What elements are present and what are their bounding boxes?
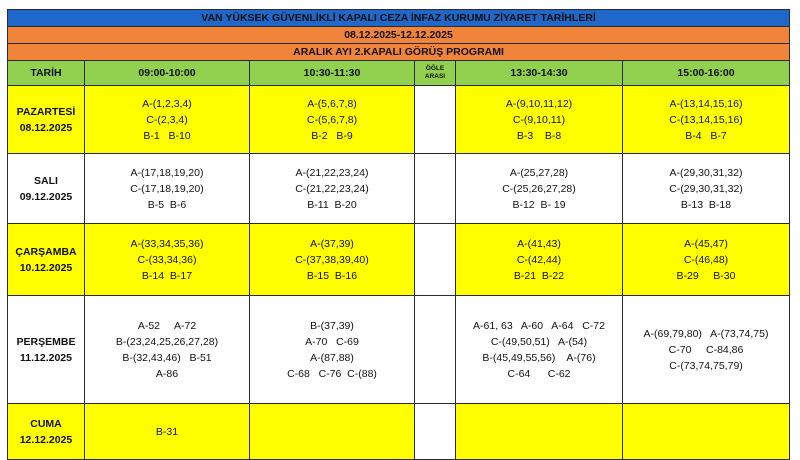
lunch-break-cell [415, 224, 456, 296]
schedule-row [8, 224, 790, 296]
header-slot-2: 10:30-11:30 [250, 61, 415, 86]
visit-group-line: B-12 B- 19 [512, 198, 566, 211]
visit-group-line: A-(13,14,15,16) [669, 97, 743, 110]
schedule-row [8, 296, 790, 404]
visit-slot-cell-slot3 [456, 296, 623, 404]
visit-group-line: C-(2,3,4) [146, 113, 188, 126]
visit-slot-cell-slot1 [85, 86, 250, 154]
day-date: 10.12.2025 [19, 261, 73, 274]
day-date: 08.12.2025 [19, 121, 73, 134]
schedule-row [8, 86, 790, 154]
visit-group-line: C-(49,50,51) A-(54) [490, 335, 588, 348]
visit-group-line: A-(69,79,80) A-(73,74,75) [643, 327, 769, 340]
program-title: ARALIK AYI 2.KAPALI GÖRÜŞ PROGRAMI [8, 44, 790, 61]
visit-group-line: A-(29,30,31,32) [669, 166, 743, 179]
visit-group-line: A-(45,47) [684, 237, 728, 250]
visit-group-line: B-(32,43,46) B-51 [122, 351, 212, 364]
visit-slot-cell-slot4 [623, 224, 790, 296]
visit-slot-cell-slot2 [250, 296, 415, 404]
visit-group-line: C-(46,48) [683, 253, 729, 266]
visit-slot-cell-slot2 [250, 154, 415, 224]
visit-group-line: C-(5,6,7,8) [306, 113, 358, 126]
visit-group-line: B-4 B-7 [685, 129, 727, 142]
lunch-break-cell [415, 154, 456, 224]
visit-group-line: C-(29,30,31,32) [669, 182, 743, 195]
visit-group-line: B-(45,49,55,56) A-(76) [482, 351, 596, 364]
day-name: CUMA [30, 417, 62, 430]
day-cell [8, 86, 85, 154]
date-range-row [8, 27, 790, 44]
day-date: 12.12.2025 [19, 433, 73, 446]
visit-slot-cell-slot1 [85, 154, 250, 224]
lunch-break-cell [415, 296, 456, 404]
visit-slot-cell-slot4 [623, 86, 790, 154]
visit-group-line: B-13 B-18 [680, 198, 732, 211]
visit-group-line: A-(25,27,28) [509, 166, 569, 179]
lunch-break-cell [415, 404, 456, 460]
visit-group-line: B-2 B-9 [311, 129, 353, 142]
visit-group-line: C-(37,38,39,40) [295, 253, 369, 266]
visit-schedule-table [7, 9, 790, 460]
visit-group-line: C-(9,10,11) [512, 113, 566, 126]
day-date: 11.12.2025 [20, 351, 72, 364]
header-slot-3: 13:30-14:30 [456, 61, 623, 86]
day-cell [8, 154, 85, 224]
visit-group-line: B-5 B-6 [147, 198, 187, 211]
visit-group-line: B-(23,24,25,26,27,28) [115, 335, 219, 348]
schedule-row [8, 404, 790, 460]
visit-group-line: B-14 B-17 [141, 269, 193, 282]
visit-slot-cell-slot4 [623, 296, 790, 404]
visit-group-line: C-(33,34,36) [137, 253, 197, 266]
visit-group-line: A-86 [155, 367, 179, 380]
visit-slot-cell-slot2 [250, 224, 415, 296]
visit-slot-cell-slot4 [623, 154, 790, 224]
day-name: ÇARŞAMBA [15, 245, 77, 258]
visit-group-line: A-(37,39) [310, 237, 354, 250]
day-name: PAZARTESİ [16, 105, 76, 118]
visit-group-line: C-(73,74,75,79) [669, 359, 743, 372]
header-slot-4: 15:00-16:00 [623, 61, 790, 86]
visit-group-line: A-(41,43) [517, 237, 561, 250]
visit-slot-cell-slot1 [85, 296, 250, 404]
visit-group-line: B-3 B-8 [516, 129, 562, 142]
visit-group-line: A-(1,2,3,4) [142, 97, 192, 110]
visit-group-line: C-(17,18,19,20) [130, 182, 204, 195]
lunch-break-cell [415, 86, 456, 154]
program-title-row [8, 44, 790, 61]
visit-slot-cell-slot4 [623, 404, 790, 460]
visit-group-line: C-(25,26,27,28) [502, 182, 576, 195]
visit-slot-cell-slot3 [456, 86, 623, 154]
visit-group-line: B-15 B-16 [306, 269, 358, 282]
day-cell [8, 224, 85, 296]
visit-slot-cell-slot3 [456, 224, 623, 296]
visit-slot-cell-slot2 [250, 404, 415, 460]
day-date: 09.12.2025 [19, 190, 73, 203]
date-range: 08.12.2025-12.12.2025 [8, 27, 790, 44]
lunch-label-line-2: ARASI [424, 73, 446, 80]
title-row [8, 10, 790, 27]
visit-group-line: A-(21,22,23,24) [295, 166, 369, 179]
visit-group-line: B-1 B-10 [143, 129, 191, 142]
schedule-row [8, 154, 790, 224]
visit-group-line: A-(9,10,11,12) [505, 97, 573, 110]
visit-slot-cell-slot2 [250, 86, 415, 154]
visit-slot-cell-slot1 [85, 404, 250, 460]
lunch-label-line-1: ÖĞLE [425, 65, 445, 72]
day-name: SALI [34, 174, 58, 187]
day-cell [8, 296, 85, 404]
visit-group-line: C-64 C-62 [507, 367, 571, 380]
visit-group-line: A-52 A-72 [137, 319, 197, 332]
visit-slot-cell-slot3 [456, 404, 623, 460]
visit-group-line: B-(37,39) [310, 319, 354, 332]
header-date: TARİH [8, 61, 85, 86]
visit-group-line: A-(33,34,35,36) [130, 237, 204, 250]
visit-slot-cell-slot3 [456, 154, 623, 224]
visit-group-line: C-(21,22,23,24) [295, 182, 369, 195]
visit-group-line: B-21 B-22 [513, 269, 565, 282]
day-cell [8, 404, 85, 460]
visit-group-line: C-(42,44) [516, 253, 562, 266]
day-name: PERŞEMBE [16, 335, 76, 348]
visit-group-line: A-(87,88) [310, 351, 354, 364]
visit-group-line: A-61, 63 A-60 A-64 C-72 [473, 319, 605, 332]
visit-group-line: B-31 [155, 425, 179, 438]
document-title: VAN YÜKSEK GÜVENLİKLİ KAPALI CEZA İNFAZ KURUMU ZİYARET TARİHLERİ [8, 10, 790, 27]
visit-slot-cell-slot1 [85, 224, 250, 296]
header-row [8, 61, 790, 86]
visit-group-line: B-29 B-30 [676, 269, 736, 282]
visit-group-line: C-68 C-76 C-(88) [287, 367, 377, 380]
visit-group-line: C-70 C-84,86 [668, 343, 744, 356]
visit-group-line: A-(5,6,7,8) [307, 97, 357, 110]
visit-group-line: A-70 C-69 [305, 335, 359, 348]
header-slot-1: 09:00-10:00 [85, 61, 250, 86]
visit-group-line: C-(13,14,15,16) [669, 113, 743, 126]
visit-group-line: A-(17,18,19,20) [130, 166, 204, 179]
header-lunch-break [415, 61, 456, 86]
visit-group-line: B-11 B-20 [307, 198, 357, 211]
